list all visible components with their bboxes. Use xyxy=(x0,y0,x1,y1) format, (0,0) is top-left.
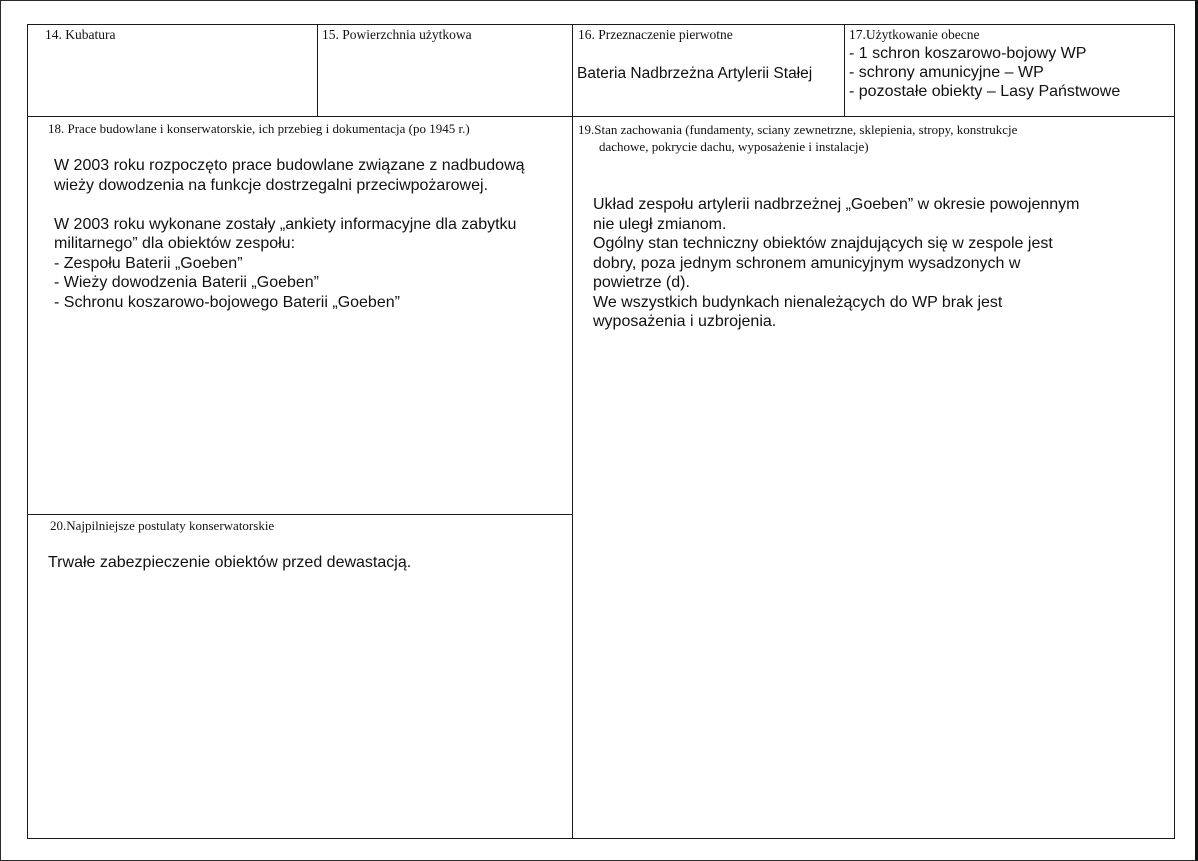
field-18-label: 18. Prace budowlane i konserwatorskie, ich przebieg i dokumentacja (po 1945 r.) xyxy=(48,121,470,136)
field-19-line: nie uległ zmianom. xyxy=(593,215,727,233)
field-19-line: wyposażenia i uzbrojenia. xyxy=(593,313,777,330)
field-16-label: 16. Przeznaczenie pierwotne xyxy=(578,27,733,42)
field-18-line: - Schronu koszarowo-bojowego Baterii „Goeben” xyxy=(54,293,400,311)
field-17-label: 17.Użytkowanie obecne xyxy=(849,27,980,42)
field-18-line: wieży dowodzenia na funkcje dostrzegalni przeciwpożarowej. xyxy=(54,176,489,194)
grid-line-row1 xyxy=(27,116,1175,117)
field-18-line: - Zespołu Baterii „Goeben” xyxy=(54,254,243,272)
field-18-line: W 2003 roku wykonane zostały „ankiety informacyjne dla zabytku xyxy=(54,215,517,233)
grid-line-right xyxy=(1174,24,1175,839)
grid-line-col15 xyxy=(317,24,318,117)
field-19-line: powietrze (d). xyxy=(593,274,690,291)
field-17-line: - pozostałe obiekty – Lasy Państwowe xyxy=(849,83,1121,100)
field-18-line: militarnego” dla obiektów zespołu: xyxy=(54,235,296,252)
field-19-line: Ogólny stan techniczny obiektów znajdujących się w zespole jest xyxy=(593,235,1053,252)
grid-line-row2 xyxy=(27,514,573,515)
field-17-line: - schrony amunicyjne – WP xyxy=(849,64,1044,81)
grid-line-left xyxy=(27,24,28,839)
field-18-line: W 2003 roku rozpoczęto prace budowlane związane z nadbudową xyxy=(54,157,525,174)
field-19-line: Układ zespołu artylerii nadbrzeżnej „Goeben” w okresie powojennym xyxy=(593,196,1080,213)
field-19-line: We wszystkich budynkach nienależących do WP brak jest xyxy=(593,293,1003,311)
field-18-line xyxy=(54,195,525,215)
field-15-label: 15. Powierzchnia użytkowa xyxy=(322,27,472,42)
grid-line-col16 xyxy=(572,24,573,839)
field-19-label-line: dachowe, pokrycie dachu, wyposażenie i instalacje) xyxy=(599,139,869,154)
field-20-label: 20.Najpilniejsze postulaty konserwatorskie xyxy=(50,518,275,533)
field-14-label: 14. Kubatura xyxy=(45,27,116,42)
field-17-value xyxy=(849,44,1120,101)
field-18-value xyxy=(54,156,525,312)
field-19-value xyxy=(593,195,1079,332)
field-19-label-line: 19.Stan zachowania (fundamenty, sciany zewnetrzne, sklepienia, stropy, konstrukcje xyxy=(578,122,1018,137)
grid-line-top xyxy=(27,24,1175,25)
field-17-line: - 1 schron koszarowo-bojowy WP xyxy=(849,45,1087,62)
field-16-value: Bateria Nadbrzeżna Artylerii Stałej xyxy=(577,65,813,82)
grid-line-col17 xyxy=(844,24,845,117)
field-20-value: Trwałe zabezpieczenie obiektów przed dewastacją. xyxy=(48,554,412,571)
grid-line-bottom xyxy=(27,838,1175,839)
field-19-line: dobry, poza jednym schronem amunicyjnym wysadzonych w xyxy=(593,254,1021,272)
field-19-label xyxy=(578,121,1017,155)
field-18-line: - Wieży dowodzenia Baterii „Goeben” xyxy=(54,274,320,291)
